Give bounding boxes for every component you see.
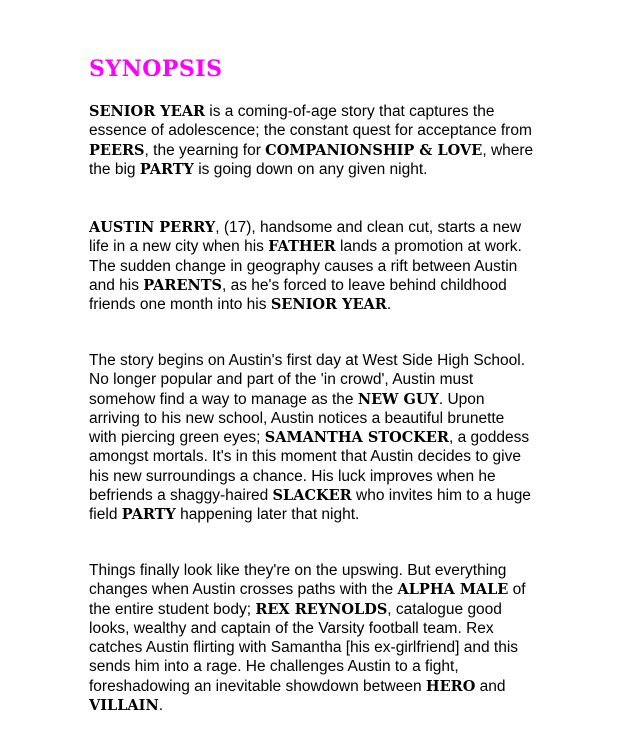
body-text: , as he's forced to leave behind childhood friends one month into his [89,276,507,314]
paragraph-4 [89,561,534,715]
synopsis-title: SYNOPSIS [89,56,223,82]
paragraph-3 [89,351,534,525]
bold-term: SAMANTHA STOCKER [264,429,449,447]
bold-term: REX REYNOLDS [255,600,388,618]
bold-term: PEERS [89,141,145,159]
body-text: of the entire student body; [89,581,526,618]
bold-term: PARTY [139,160,194,178]
body-text: . [158,697,164,715]
bold-term: HERO [425,677,476,695]
body-text: is going down on any given night. [193,160,428,178]
bold-term: NEW GUY [357,390,439,408]
body-text: . [386,296,392,314]
body-text: . Upon arriving to his new school, Austin notices a beautiful brunette with piercing green eyes; [89,390,505,447]
bold-term: SLACKER [272,487,352,505]
body-text: and [475,677,506,695]
body-text: is a coming-of-age story that captures the essence of adolescence; the constant quest for acceptance from [89,103,532,140]
bold-term: SENIOR YEAR [270,296,387,314]
bold-term: SENIOR YEAR [89,103,205,120]
bold-term: AUSTIN PERRY [89,219,216,236]
body-text: Things finally look like they're on the upswing. But everything changes when Austin crosses paths with the [89,562,507,599]
body-text: happening later that night. [175,506,360,524]
body-text: , (17), handsome and clean cut, starts a new life in a new city when his [89,219,522,256]
bold-term: ALPHA MALE [397,581,509,599]
paragraph-1 [89,102,534,179]
body-text: , catalogue good looks, wealthy and captain of the Varsity football team. Rex catches Austin flirting with Samantha [his ex-girlfriend] and this sends him into a rage. He challenges Austin to a fight, foreshadowing an inevitable showdown between [89,600,519,695]
body-text: , a goddess amongst mortals. It's in this moment that Austin decides to give his new surroundings a chance. His luck improves when he befriends a shaggy-haired [89,429,530,505]
body-text: who invites him to a huge field [89,487,531,524]
paragraph-2 [89,218,534,314]
body-text: , the yearning for [144,141,266,159]
body-text: , where the big [89,141,534,178]
body-text: The story begins on Austin's first day at West Side High School. No longer popular and part of the 'in crowd', Austin must somehow find a way to manage as the [89,352,526,408]
bold-term: PARTY [121,506,176,524]
bold-term: PARENTS [143,276,223,294]
bold-term: FATHER [268,238,336,256]
bold-term: VILLAIN [89,697,159,715]
body-text: lands a promotion at work. The sudden change in geography causes a rift between Austin and his [89,238,522,294]
bold-term: COMPANIONSHIP & LOVE [265,141,483,159]
